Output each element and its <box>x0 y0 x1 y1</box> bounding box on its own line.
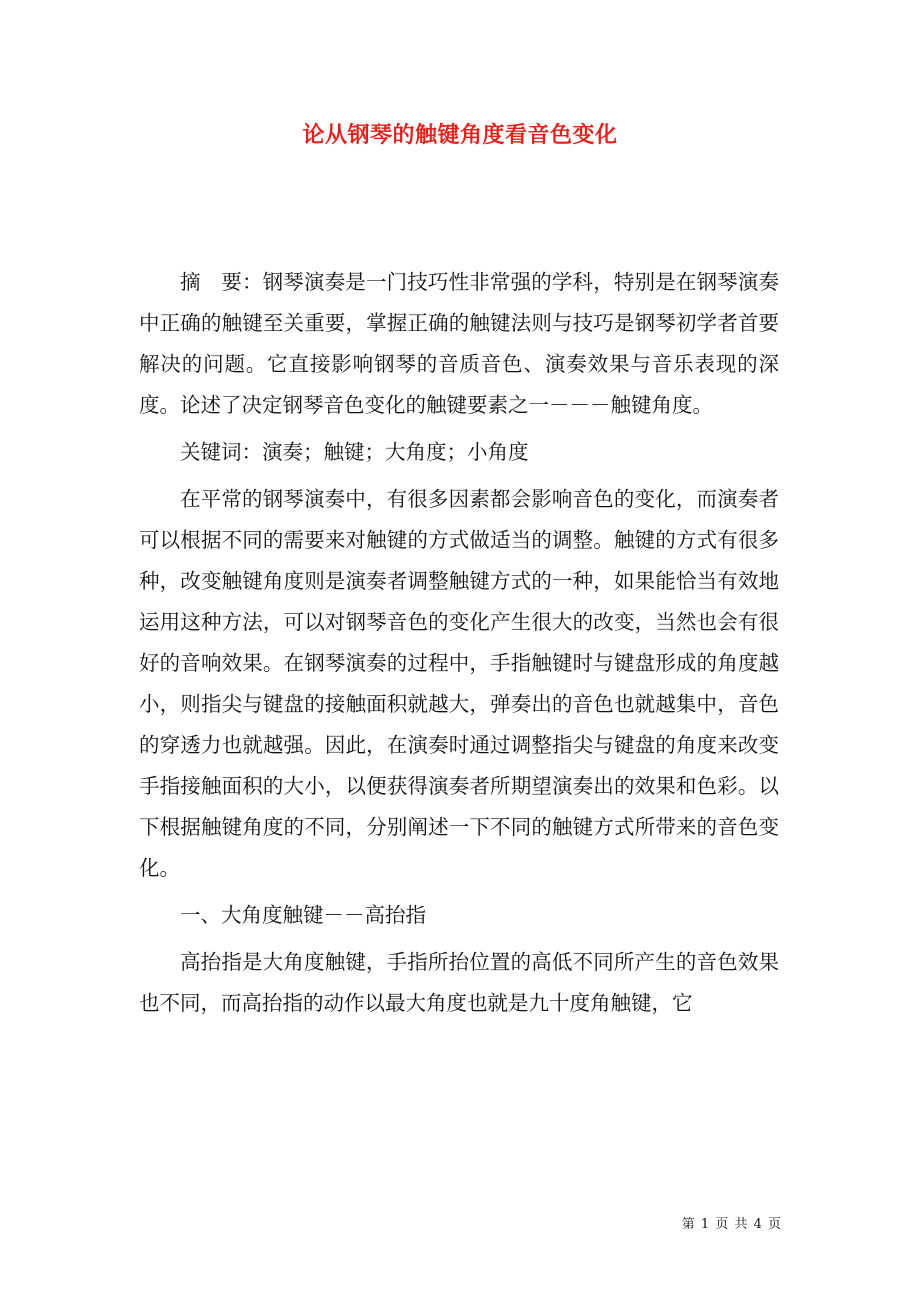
abstract-paragraph: 摘 要：钢琴演奏是一门技巧性非常强的学科，特别是在钢琴演奏中正确的触键至关重要，掌握正确的触键法则与技巧是钢琴初学者首要解决的问题。它直接影响钢琴的音质音色、演奏效果与音乐表现的深度。论述了决定钢琴音色变化的触键要素之一－－－触键角度。 <box>139 270 779 417</box>
body-paragraph: 高抬指是大角度触键，手指所抬位置的高低不同所产生的音色效果也不同，而高抬指的动作以最大角度也就是九十度角触键，它 <box>139 950 779 1015</box>
section-heading: 一、大角度触键－－高抬指 <box>180 903 426 927</box>
body-paragraph: 在平常的钢琴演奏中，有很多因素都会影响音色的变化，而演奏者可以根据不同的需要来对触键的方式做适当的调整。触键的方式有很多种，改变触键角度则是演奏者调整触键方式的一种，如果能恰当有效地运用这种方法，可以对钢琴音色的变化产生很大的改变，当然也会有很好的音响效果。在钢琴演奏的过程中，手指触键时与键盘形成的角度越小，则指尖与键盘的接触面积就越大，弹奏出的音色也就越集中，音色的穿透力也就越强。因此，在演奏时通过调整指尖与键盘的角度来改变手指接触面积的大小，以便获得演奏者所期望演奏出的效果和色彩。以下根据触键角度的不同，分别阐述一下不同的触键方式所带来的音色变化。 <box>139 487 779 880</box>
page-number-footer: 第 1 页 共 4 页 <box>681 1217 782 1232</box>
keywords-paragraph: 关键词：演奏；触键；大角度；小角度 <box>180 440 529 464</box>
document-body <box>139 262 779 1030</box>
document-title: 论从钢琴的触键角度看音色变化 <box>302 122 618 148</box>
